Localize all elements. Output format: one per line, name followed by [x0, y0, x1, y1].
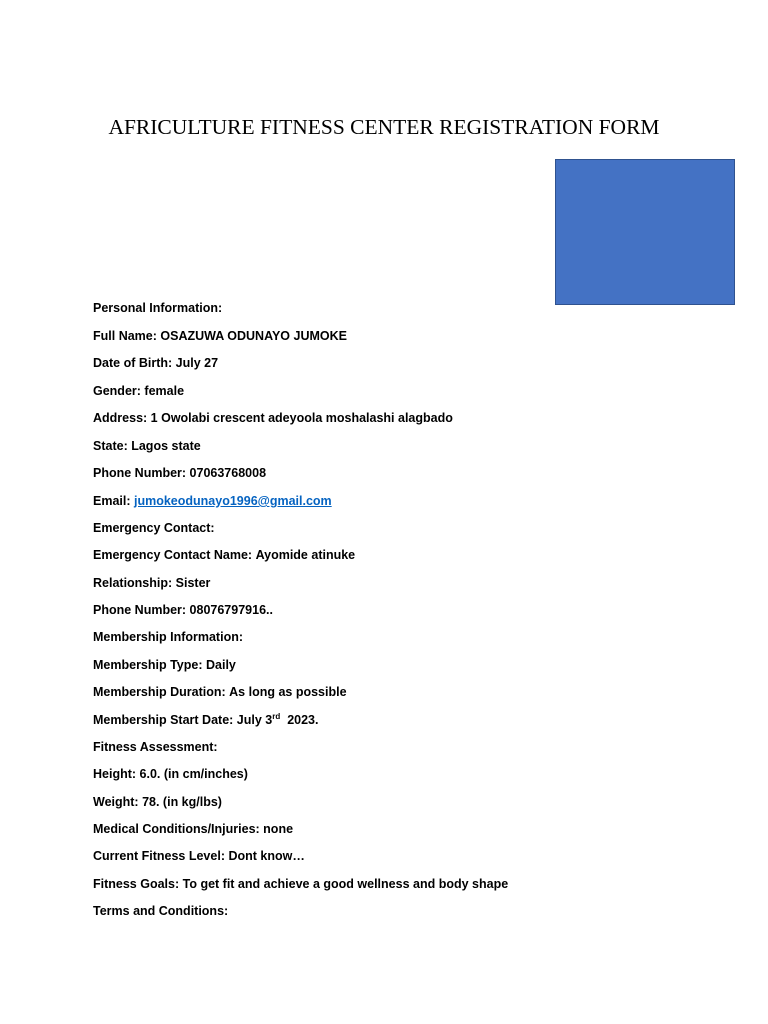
email-field [93, 493, 332, 509]
emergency-phone-label: Phone Number: [93, 603, 187, 617]
address-label: Address: [93, 411, 148, 425]
membership-start-field [93, 712, 318, 728]
membership-start-ordinal: rd [272, 711, 281, 721]
state-value: Lagos state [131, 439, 201, 453]
emergency-name-value: Ayomide atinuke [255, 548, 356, 562]
membership-type-field [93, 657, 236, 673]
relationship-value: Sister [175, 576, 211, 590]
membership-start-day: July 3 [236, 713, 273, 727]
membership-type-value: Daily [206, 658, 236, 672]
state-field [93, 438, 201, 454]
medical-field [93, 821, 293, 837]
membership-type-label: Membership Type: [93, 658, 203, 672]
gender-field [93, 383, 184, 399]
full-name-label: Full Name: [93, 329, 157, 343]
membership-duration-label: Membership Duration: [93, 685, 226, 699]
membership-duration-field [93, 684, 347, 700]
terms-heading: Terms and Conditions: [93, 904, 229, 918]
phone-value: 07063768008 [189, 466, 267, 480]
dob-field [93, 355, 218, 371]
email-link[interactable]: jumokeodunayo1996@gmail.com [134, 494, 332, 508]
address-field [93, 410, 453, 426]
relationship-field [93, 575, 210, 591]
fitness-level-value: Dont know… [228, 849, 305, 863]
dob-value: July 27 [175, 356, 219, 370]
medical-value: none [263, 822, 294, 836]
address-value: 1 Owolabi crescent adeyoola moshalashi alagbado [150, 411, 453, 425]
phone-field [93, 465, 266, 481]
weight-value: 78. (in kg/lbs) [142, 795, 222, 809]
photo-placeholder [555, 159, 735, 305]
phone-label: Phone Number: [93, 466, 187, 480]
fitness-assessment-heading: Fitness Assessment: [93, 740, 218, 754]
fitness-level-label: Current Fitness Level: [93, 849, 225, 863]
dob-label: Date of Birth: [93, 356, 173, 370]
relationship-label: Relationship: [93, 576, 173, 590]
form-title: AFRICULTURE FITNESS CENTER REGISTRATION FORM [108, 115, 660, 139]
fitness-level-field [93, 848, 305, 864]
membership-info-heading: Membership Information: [93, 630, 244, 644]
state-label: State: [93, 439, 128, 453]
weight-field [93, 794, 222, 810]
fitness-goals-value: To get fit and achieve a good wellness and body shape [182, 877, 509, 891]
weight-label: Weight: [93, 795, 139, 809]
full-name-value: OSAZUWA ODUNAYO JUMOKE [160, 329, 347, 343]
membership-start-year: 2023. [287, 713, 319, 727]
fitness-goals-field [93, 876, 508, 892]
emergency-name-field [93, 547, 355, 563]
emergency-contact-heading: Emergency Contact: [93, 521, 215, 535]
membership-start-label: Membership Start Date: [93, 713, 234, 727]
emergency-name-label: Emergency Contact Name: [93, 548, 253, 562]
fitness-goals-label: Fitness Goals: [93, 877, 180, 891]
membership-duration-value: As long as possible [229, 685, 347, 699]
full-name-field [93, 328, 347, 344]
personal-info-heading: Personal Information: [93, 301, 223, 315]
height-field [93, 766, 248, 782]
medical-label: Medical Conditions/Injuries: [93, 822, 260, 836]
height-label: Height: [93, 767, 137, 781]
email-label: Email: [93, 494, 131, 508]
height-value: 6.0. (in cm/inches) [139, 767, 248, 781]
gender-label: Gender: [93, 384, 141, 398]
gender-value: female [144, 384, 185, 398]
emergency-phone-value: 08076797916.. [189, 603, 273, 617]
emergency-phone-field [93, 602, 273, 618]
